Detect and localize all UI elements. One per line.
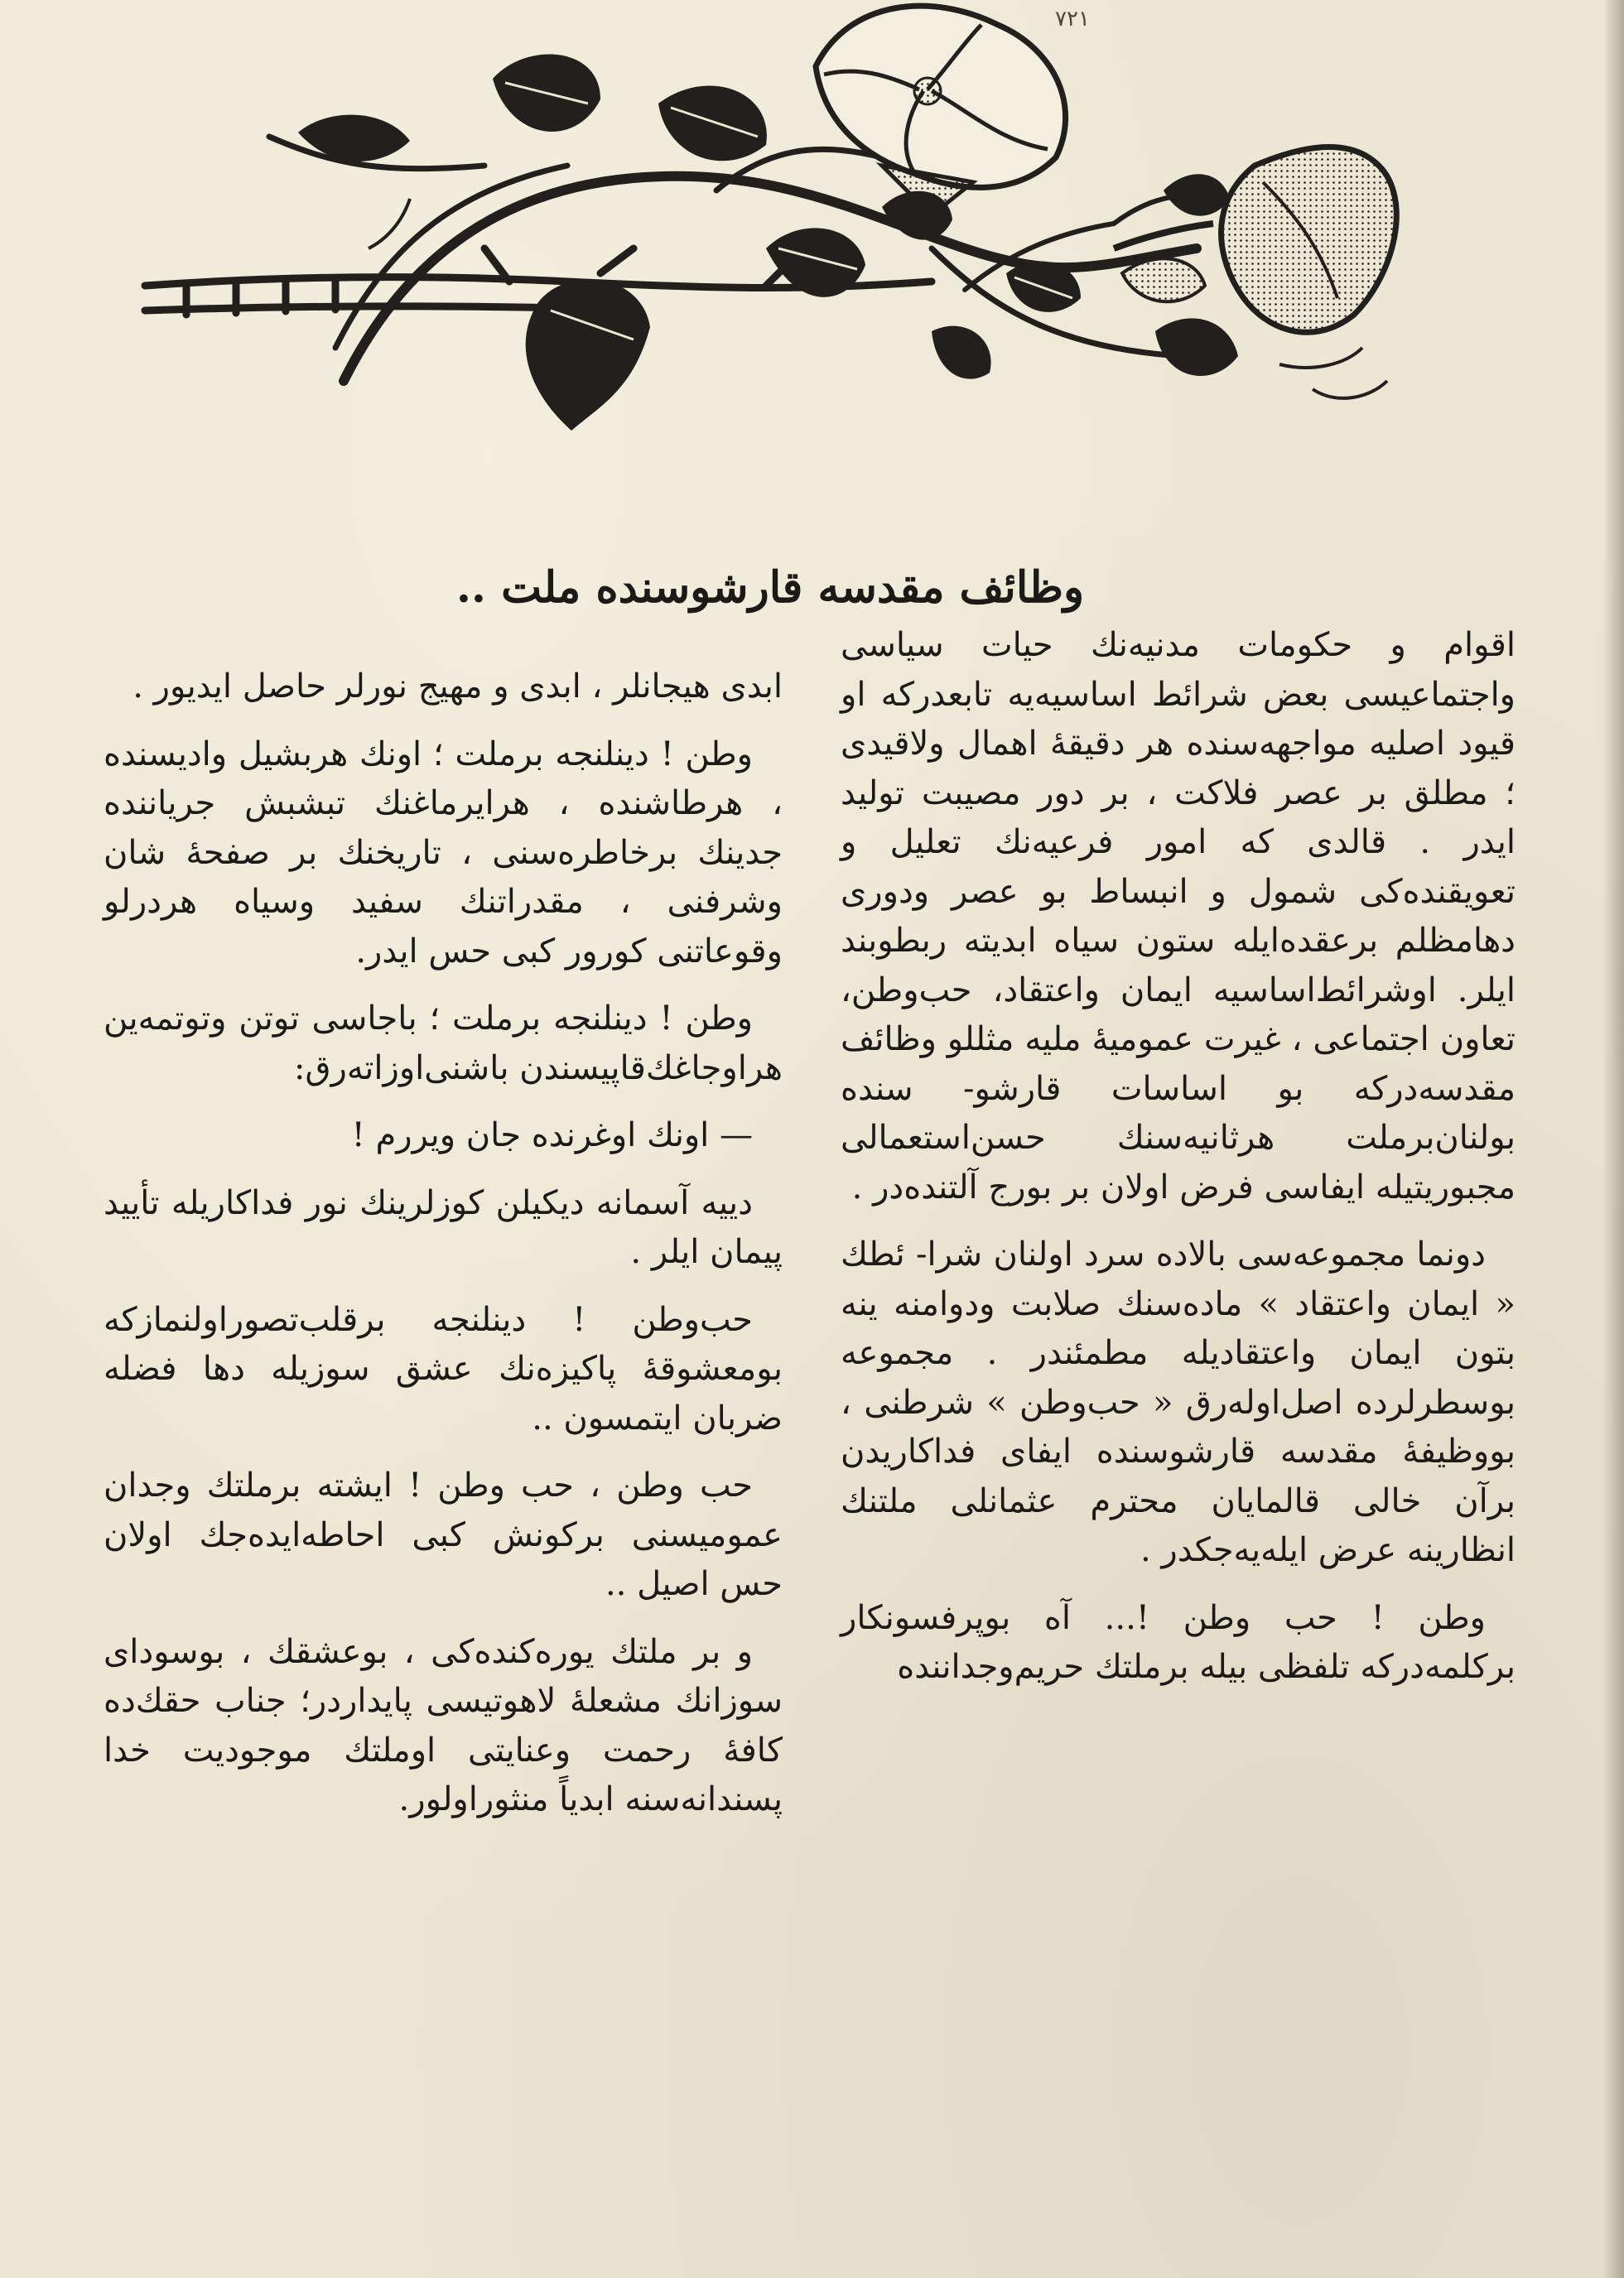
book-spine-shadow [1602, 0, 1624, 2278]
right-column [841, 621, 1516, 1711]
leaf [658, 86, 767, 161]
left-column [104, 662, 783, 1843]
page-number: ۷۲۱ [1055, 7, 1090, 31]
paragraph: دونما مجموعه‌سی بالاده سرد اولنان شرا- ئطك « ایمان واعتقاد » ماده‌سنك صلابت ودوامنه ینه بتون ایمان واعتقادیله مطمئندر . مجموعه بوسطرلرده اصل‌اوله‌رق « حب‌وطن » شرطنی ، بووظیفهٔ مقدسه قارشوسنده ایفای فداکاریدن برآن خالی قالمایان محترم عثمانلی ملتنك انظارینه عرض ایله‌یه‌جکدر . [841, 1235, 1516, 1569]
leaf [932, 326, 991, 379]
paragraph: وطن ! دینلنجه برملت ؛ باجاسی توتن وتوتمه‌ین هراوجاغك‌قاپیسندن باشنی‌اوزاته‌رق: [104, 999, 783, 1087]
flower-trumpet [1114, 147, 1396, 333]
leaves [298, 54, 1238, 431]
paragraph: وطن ! حب وطن !... آه بوپرفسونکار برکلمه‌درکه تلفظی بیله برملتك حریم‌وجداننده [841, 1598, 1516, 1686]
main-vine [269, 137, 1213, 381]
flower-open [816, 6, 1066, 215]
article-title: وظائف مقدسه قارشوسنده ملت .. [455, 561, 1085, 613]
leaf [1155, 318, 1238, 376]
paragraph: وطن ! دینلنجه برملت ؛ اونك هربشیل وادیسنده ، هرطاشنده ، هرایرماغنك تبشبش جریاننده جدینك برخاطره‌سنی ، تاریخنك بر صفحهٔ شان وشرفنی ، مقدراتنك سفید وسیاه هردرلو وقوعاتنی کورور کبی حس ایدر. [104, 734, 783, 970]
paragraph: اقوام و حکومات مدنیه‌نك حیات سیاسی واجتماعیسی بعض شرائط اساسیه‌یه تابعدرکه او قیود اصلیه مواجهه‌سنده هر دقیقهٔ اهمال ولاقیدی ؛ مطلق بر عصر فلاکت ، بر دور مصیبت تولید ایدر . قالدی که امور فرعیه‌نك تعلیل و تعویقنده‌کی شمول و انبساط بو عصر ودوری دهامظلم برعقده‌ایله ستون سیاه ابدیته ربطوبند ایلر. اوشرائط‌اساسیه ایمان واعتقاد، حب‌وطن، تعاون اجتماعی ، غیرت عمومیهٔ ملیه مثللو وظائف مقدسه‌درکه بو اساسات قارشو- سنده بولنان‌برملت هرثانیه‌سنك حسن‌استعمالی مجبوریتیله ایفاسی فرض اولان بر بورج آلتنده‌در . [841, 626, 1516, 1206]
quote-line: — اونك اوغرنده جان ویررم ! [351, 1116, 753, 1154]
paragraph: ابدی هیجانلر ، ابدی و مهیج نورلر حاصل ایدیور . [133, 667, 783, 706]
paragraph: دییه آسمانه دیکیلن کوزلرینك نور فداکاریله تأیید پیمان ایلر . [104, 1183, 783, 1271]
leaf [526, 279, 650, 431]
morning-glory-vine-ornament-icon [137, 0, 1478, 464]
paragraph: حب‌وطن ! دینلنجه برقلب‌تصوراولنمازکه بومعشوقهٔ پاکیزه‌نك عشق سوزیله دها فضله ضربان ایتمسون .. [104, 1300, 783, 1438]
paragraph: حب وطن ، حب وطن ! ایشته برملتك وجدان عمومیسنی برکونش کبی احاطه‌ایده‌جك اولان حس اصیل .. [104, 1466, 783, 1603]
paragraph: و بر ملتك یوره‌کنده‌کی ، بوعشقك ، بوسودای سوزانك مشعلهٔ لاهوتیسی پایدار‌در؛ جناب حقك‌ده کافهٔ رحمت وعنایتی اوملتك موجودیت خدا پسندانه‌سنه ابدیاً منثوراولور. [104, 1632, 783, 1818]
